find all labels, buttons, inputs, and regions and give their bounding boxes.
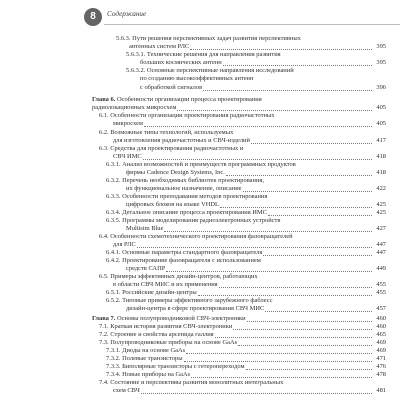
toc-entry-title: больших космических антенн bbox=[140, 59, 222, 66]
toc-entry-title: с обработкой сигналов bbox=[140, 84, 203, 91]
toc-entry-title: 5.6.3.1. Технические решения для направления развития bbox=[126, 51, 281, 58]
toc-page-number: 405 bbox=[376, 104, 386, 111]
toc-entry-title: для изготовления радиочастотных и СВЧ-изделий bbox=[113, 137, 250, 144]
toc-entry-title: фирмы Cadence Design Systems, Inc. bbox=[126, 169, 225, 176]
toc-entry-title: Глава 7. Основы полупроводниковой СВЧ-электроники bbox=[92, 315, 246, 322]
toc-entry-title: СВЧ ИМС bbox=[113, 153, 142, 160]
toc-entry-title: 6.1. Особенности организации проектирования радиочастотных bbox=[99, 112, 275, 119]
toc-entry-title: цифровых блоков на языке VHDL bbox=[126, 201, 219, 208]
toc-page-number: 460 bbox=[376, 323, 386, 330]
toc-leader-dots bbox=[203, 90, 372, 91]
toc-page-number: 447 bbox=[376, 241, 386, 248]
toc-entry-title: 7.2. Строение и свойства арсенида галлия bbox=[99, 331, 214, 338]
toc-entry-title: 6.3. Средства для проектирования радиочастотных и bbox=[99, 145, 244, 152]
toc-page-number: 425 bbox=[376, 209, 386, 216]
toc-entry-title: 6.3.2. Перечень необходимых библиотек проектирования, bbox=[106, 177, 264, 184]
page-number-badge: 8 bbox=[84, 8, 102, 26]
toc-entry-title: 7.3.3. Биполярные транзисторы с гетеропереходом bbox=[106, 363, 245, 370]
toc-entry-title: 6.5.1. Российские дизайн-центры bbox=[106, 289, 197, 296]
toc-entry-title: 5.6.3.2. Основные перспективные направления исследований bbox=[126, 67, 294, 74]
toc-page-number: 422 bbox=[376, 185, 386, 192]
toc-entry-title: антенных систем РЛС bbox=[129, 43, 190, 50]
toc-entry bbox=[0, 386, 400, 395]
toc-entry-title: в области СВЧ МИС и их применения bbox=[113, 281, 218, 288]
toc-entry-title: 6.3.5. Программы моделирования радиоэлектронных устройств bbox=[106, 217, 281, 224]
toc-entry bbox=[0, 304, 400, 313]
toc-page-number: 455 bbox=[376, 281, 386, 288]
toc-entry-title: 6.4.1. Основные параметры стандартного фазовращателя bbox=[106, 249, 263, 256]
toc-entry-title: для РЛС bbox=[113, 241, 136, 248]
toc-entry-title: схем СВЧ bbox=[113, 387, 140, 394]
toc-entry-title: дизайн-центра в сфере проектирования СВЧ МИС bbox=[126, 305, 265, 312]
toc-entry-title: 6.5.2. Типовые примеры эффективного зарубежного фаблесс bbox=[106, 297, 273, 304]
toc-entry-title: 7.3. Полупроводниковые приборы на основе GaAs bbox=[99, 339, 238, 346]
toc-page-number: 481 bbox=[376, 387, 386, 394]
toc-entry-title: 6.4. Особенности схемотехнического проектирования фазовращателей bbox=[99, 233, 293, 240]
toc-entry-title: 6.3.1. Анализ возможностей и преимуществ программных продуктов bbox=[106, 161, 296, 168]
toc-page-number: 465 bbox=[376, 331, 386, 338]
toc-entry-title: 6.3.4. Детальное описание процесса проектирования ИМС bbox=[106, 209, 267, 216]
toc-entry-title: Multisim Blue bbox=[126, 225, 164, 232]
toc-page-number: 418 bbox=[376, 169, 386, 176]
toc-page-number: 418 bbox=[376, 153, 386, 160]
toc-page-number: 457 bbox=[376, 305, 386, 312]
toc-page-number: 478 bbox=[376, 371, 386, 378]
toc-leader-dots bbox=[265, 311, 372, 312]
toc-page-number: 476 bbox=[376, 363, 386, 370]
toc-page-number: 395 bbox=[376, 43, 386, 50]
toc-entry-title: 7.3.4. Новые приборы на GaAs bbox=[106, 371, 191, 378]
toc-entry-title: радиолокационных микросхем bbox=[92, 104, 177, 111]
toc-entry-title: 7.1. Краткая история развития СВЧ-электроники bbox=[99, 323, 233, 330]
toc-entry-title: по созданию высокоэффективных антенн bbox=[140, 75, 254, 82]
toc-entry-title: 6.5. Примеры эффективных дизайн-центров, работающих bbox=[99, 273, 258, 280]
toc-page-number: 405 bbox=[376, 120, 386, 127]
toc-entry bbox=[0, 83, 400, 92]
toc-page-number: 417 bbox=[376, 137, 386, 144]
toc-entry bbox=[0, 119, 400, 128]
toc-entry-title: их функциональное назначение, описание bbox=[126, 185, 242, 192]
toc-entry-title: 5.6.3. Пути решения перспективных задач развития перспективных bbox=[116, 35, 301, 42]
toc-page-number: 447 bbox=[376, 249, 386, 256]
toc-page-number: 460 bbox=[376, 315, 386, 322]
toc-entry-title: 7.3.1. Диоды на основе GaAs bbox=[106, 347, 186, 354]
toc-page-number: 427 bbox=[376, 225, 386, 232]
toc-page-number: 469 bbox=[376, 347, 386, 354]
toc-entry-title: 6.3.3. Особенности преподавания методов проектирования bbox=[106, 193, 268, 200]
toc-leader-dots bbox=[141, 393, 372, 394]
toc-page-number: 471 bbox=[376, 355, 386, 362]
running-title: Содержание bbox=[107, 10, 147, 18]
toc-page-number: 449 bbox=[376, 265, 386, 272]
toc-entry-title: Глава 6. Особенности организации процесса проектирования bbox=[92, 96, 262, 103]
toc-entry-title: 6.4.2. Проектирование фазовращателя с использованием bbox=[106, 257, 261, 264]
toc-leader-dots bbox=[144, 126, 372, 127]
toc-entry-title: 6.2. Возможные типы технологий, используемых bbox=[99, 129, 234, 136]
toc-entry bbox=[0, 74, 400, 83]
toc-page-number: 396 bbox=[376, 84, 386, 91]
toc-entry-title: микросхем bbox=[113, 120, 144, 127]
toc-entry-title: 7.3.2. Полевые транзисторы bbox=[106, 355, 183, 362]
toc-entry-title: средств САПР bbox=[126, 265, 166, 272]
toc-page-number: 425 bbox=[376, 201, 386, 208]
toc-page-number: 469 bbox=[376, 339, 386, 346]
toc-page-number: 395 bbox=[376, 59, 386, 66]
toc-page-number: 455 bbox=[376, 289, 386, 296]
toc-entry-title: 7.4. Состояние и перспективы развития монолитных интегральных bbox=[99, 379, 284, 386]
